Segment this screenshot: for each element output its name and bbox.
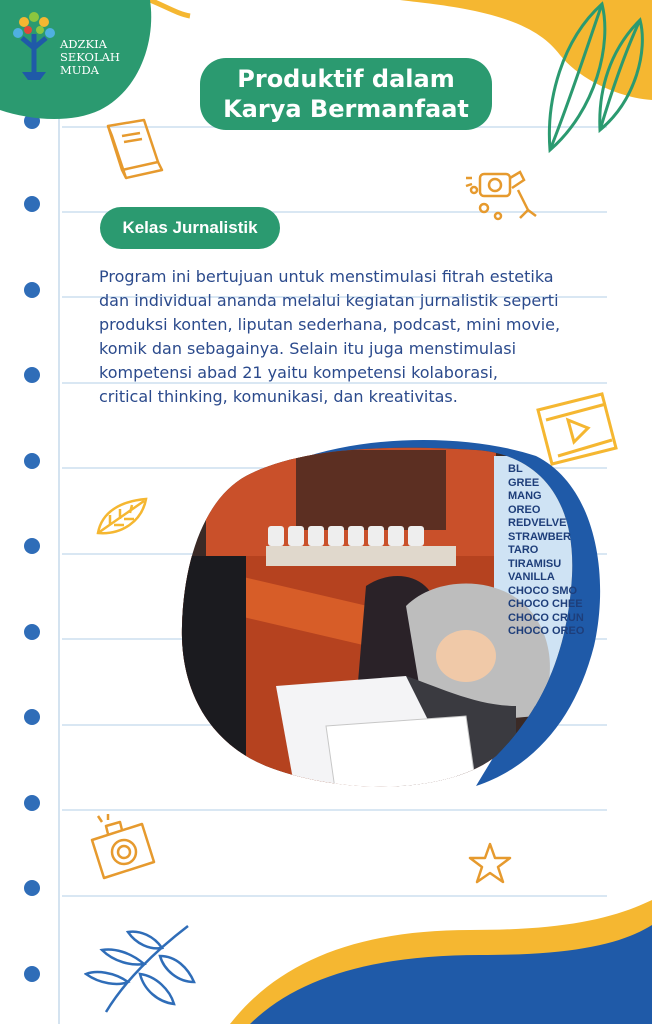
binder-hole — [24, 624, 40, 640]
menu-board-line: CHOCO OREO — [508, 625, 585, 637]
menu-board-line: TIRAMISU — [508, 557, 562, 570]
logo-line: MUDA — [60, 63, 99, 77]
menu-board-line: OREO — [508, 503, 541, 516]
menu-board-line: REDVELVE — [508, 517, 567, 529]
section-label: Kelas Jurnalistik — [100, 207, 280, 249]
binder-hole — [24, 453, 40, 469]
description-line: komik dan sebagainya. Selain itu juga menstimulasi — [99, 339, 517, 358]
binder-hole — [24, 367, 40, 383]
menu-board-line: MANG — [508, 490, 542, 502]
description-line: produksi konten, liputan sederhana, podcast, mini movie, — [99, 315, 561, 334]
title-line: Produktif dalam — [237, 65, 455, 93]
big-leaf-icon — [540, 0, 652, 160]
description-line: kompetensi abad 21 yaitu kompetensi kolaborasi, — [99, 363, 498, 382]
description-line: dan individual ananda melalui kegiatan jurnalistik seperti — [99, 291, 559, 310]
menu-board-line: BL — [508, 463, 523, 475]
logo-line: SEKOLAH — [60, 50, 120, 64]
menu-board-line: TARO — [508, 544, 539, 556]
menu-board-line: VANILLA — [508, 571, 555, 583]
menu-board-line: CHOCO CHEE — [508, 598, 583, 610]
binder-hole — [24, 282, 40, 298]
projector-icon — [462, 160, 542, 230]
margin-line — [58, 0, 60, 1024]
binder-hole — [24, 709, 40, 725]
binder-hole — [24, 538, 40, 554]
binder-hole — [24, 880, 40, 896]
binder-hole — [24, 795, 40, 811]
menu-board-line: CHOCO CRUN — [508, 611, 584, 624]
leaf-icon — [92, 495, 152, 540]
page-title — [200, 58, 492, 130]
menu-board-line: GREE — [508, 476, 540, 489]
description-line: critical thinking, komunikasi, dan kreativitas. — [99, 387, 458, 406]
menu-board-line: STRAWBER — [508, 530, 571, 543]
menu-board-line: CHOCO SMO — [508, 584, 578, 597]
ruled-line — [62, 895, 607, 897]
book-icon — [100, 112, 170, 182]
star-icon — [466, 840, 514, 888]
binder-hole — [24, 966, 40, 982]
description-line: Program ini bertujuan untuk menstimulasi fitrah estetika — [99, 267, 554, 286]
menu-board — [508, 463, 584, 639]
branch-icon — [84, 912, 204, 1022]
logo-line: ADZKIA — [60, 37, 107, 51]
camera-icon — [86, 810, 166, 885]
binder-hole — [24, 196, 40, 212]
title-line: Karya Bermanfaat — [223, 95, 469, 123]
logo-wordmark — [60, 38, 120, 77]
